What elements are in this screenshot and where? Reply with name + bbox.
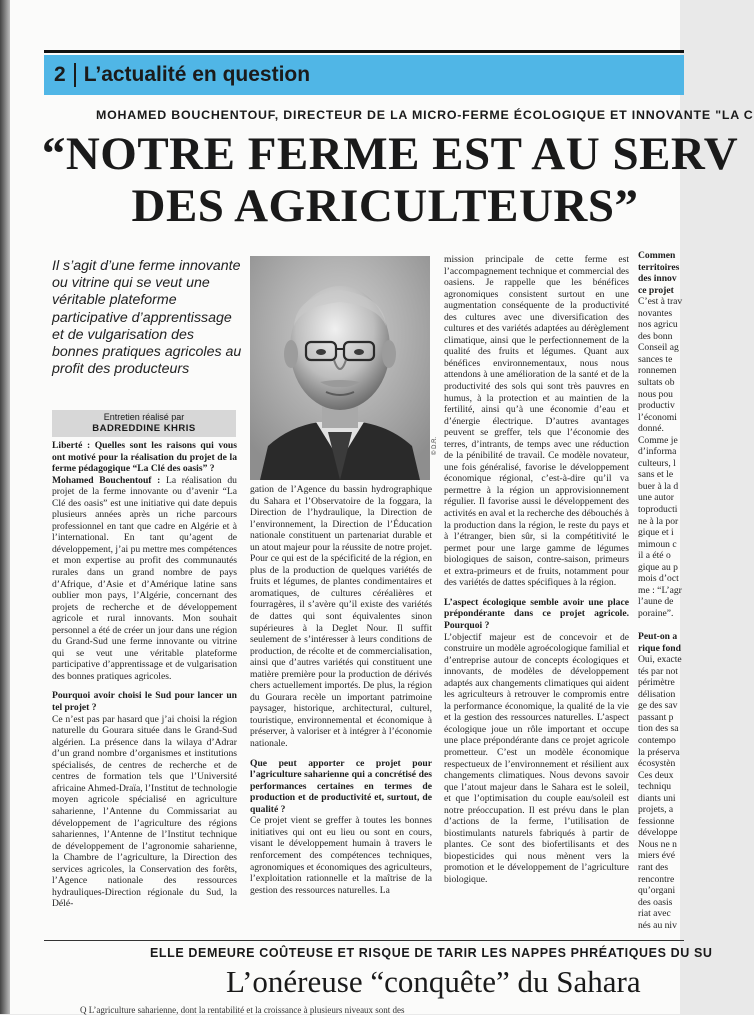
- section-title: L’actualité en question: [83, 63, 311, 86]
- column-3: [444, 254, 629, 934]
- column-4-line: C’est à trav: [638, 296, 683, 308]
- interviewee-speaker: Mohamed Bouchentouf :: [52, 474, 161, 486]
- bottom-rule: [44, 940, 684, 941]
- column-4-line: diants uni: [638, 792, 676, 804]
- column-4-cropped: [638, 250, 698, 940]
- answer-2: Ce n’est pas par hasard que j’ai choisi la région naturelle du Gourara située dans le Grand-Sud algérien. La présence dans la wilaya d’Adrar d’un grand nombre d’organismes et institutions spécialisés, de centres de recherche et de centres de formation tels que l’Université africaine Ahmed-Draïa, l’Institut de technologie moyen agricole spécialisé en agriculture saharienne, l’Antenne du Commissariat au développement de l’agriculture des régions sahariennes, l’Antenne de l’Institut technique de développement de l’agronomie saharienne, la Chambre de l’agriculture, la Direction des services agricoles, la Conservation des forêts, l’Agence nationale des ressources hydrauliques-Direction régionale du Sud, la Délé-: [52, 713, 237, 910]
- question-4: L’aspect écologique semble avoir une place prépondérante dans ce projet agricole. Pourquoi ?: [444, 596, 629, 631]
- column-4-line: ronnemen: [638, 365, 677, 377]
- column-4-line: Oui, exacte: [638, 654, 682, 666]
- column-4-line: d’informa: [638, 446, 677, 458]
- second-article-kicker: ELLE DEMEURE COÛTEUSE ET RISQUE DE TARIR LES NAPPES PHRÉATIQUES DU SU: [150, 946, 713, 960]
- column-4-line: novantes: [638, 307, 673, 319]
- column-4-line: gique au p: [638, 561, 678, 573]
- column-4-line: des oasis: [638, 896, 673, 908]
- column-4-line: qu’organi: [638, 885, 676, 897]
- column-4-line: donné.: [638, 423, 664, 435]
- column-4-line: l’économi: [638, 411, 677, 423]
- second-article-title: L’onéreuse “conquête” du Sahara: [226, 964, 641, 999]
- top-rule: [44, 50, 684, 53]
- column-4-line: Ces deux: [638, 769, 674, 781]
- headline: [0, 128, 740, 232]
- answer-3-continued: mission principale de cette ferme est l’accompagnement technique et commercial des oasiens. Je rappelle que les bénéfices agronomiques consistent surtout en une augmentation conséquente de la productivité des cultures avec une diversification des cultures et des variétés adaptées au dérèglement climatique, ainsi que le perfectionnement de la qualité des fruits et légumes. Quant aux bénéfices environnementaux, nous nous attendons à une amélioration de la santé et de la productivité des sols qui sont très pauvres en humus, à la protection et au maintien de la fertilité, ainsi qu’à une économie d’eau et d’énergie électrique. D’autres avantages peuvent se greffer, tels que l’économie des terres, d’intrants, de temps avec une réduction de la pénibilité de travail. Ce modèle novateur, une fois généralisé, favorise le développement économique régional, c’est-à-dire qu’il va permettre à la région un approvisionnement régulier. Il favorise aussi le développement des activités en aval et la recherche des débouchés à la production dans la région, le reste du pays et à l’étranger, bien sûr, si la compétitivité le permet pour une large gamme de légumes biologiques de saison, contre-saison, primeurs et extra-primeurs et de fruits, notamment pour des variétés de dattes spécifiques à la région.: [444, 254, 629, 589]
- column-4-line: techniqu: [638, 781, 672, 793]
- column-4-line: mimoun c: [638, 538, 677, 550]
- question-1: Liberté : Quelles sont les raisons qui vous ont motivé pour la réalisation du projet de la ferme pédagogique “La Clé des oasis” ?: [52, 440, 237, 475]
- column-4-line: Comme je: [638, 434, 678, 446]
- column-4-line: culteurs, l: [638, 457, 676, 469]
- headline-line-2: DES AGRICULTEURS”: [131, 180, 639, 232]
- question-3: Que peut apporter ce projet pour l’agriculture saharienne qui a concrétisé des performances certaines en termes de production et de productivité et, surtout, de qualité ?: [250, 757, 432, 815]
- column-4-line: poraine”.: [638, 607, 674, 619]
- column-4-line: rique fond: [638, 642, 681, 654]
- column-4-line: sultats ob: [638, 377, 675, 389]
- photo-credit: © D.R.: [432, 436, 438, 455]
- column-4-line: miers évé: [638, 850, 676, 862]
- column-2: [250, 484, 432, 934]
- interviewee-photo: [250, 256, 430, 480]
- column-4-line: ge des sav: [638, 700, 678, 712]
- section-rubric: [44, 55, 684, 95]
- column-4-line: toproducti: [638, 504, 678, 516]
- answer-4: L’objectif majeur est de concevoir et de construire un modèle agroécologique familial et d’entreprise autour de concepts écologiques et innovants, de modèles de développement adaptés aux changements climatiques qui aident les agriculteurs à retrouver le compromis entre la performance économique, la qualité de la vie et la gestion des ressources naturelles. L’aspect écologique joue un rôle important et occupe une place prépondérante dans ce projet agricole prometteur. C’est un modèle économique respectueux de l’environnement et résilient aux changements climatiques. Nous devons savoir que l’atout majeur dans le Sahara est le soleil, et que l’optimisation du couple eau/soleil est notre préoccupation. Il est prévu dans le plan d’actions de la ferme, l’utilisation de biostimulants naturels fabriqués à partir de plantes. Ce sont des biofertilisants et des biopesticides qui nous mènent vers la promotion et le développement de l’agriculture biologique.: [444, 631, 629, 885]
- column-4-line: mois d’oct: [638, 573, 679, 585]
- question-2: Pourquoi avoir choisi le Sud pour lancer un tel projet ?: [52, 690, 237, 714]
- column-4-line: périmètre: [638, 677, 675, 689]
- column-4-line: une autor: [638, 492, 674, 504]
- column-4-line: nés au niv: [638, 919, 677, 931]
- column-4-line: ne à la por: [638, 515, 679, 527]
- column-4-line: écosystèn: [638, 758, 676, 770]
- column-4-line: l’aune de: [638, 596, 674, 608]
- portrait-illustration: [250, 256, 430, 480]
- column-4-line: nos agricu: [638, 319, 678, 331]
- headline-line-1: “NOTRE FERME EST AU SERV: [41, 128, 739, 180]
- answer-1: La réalisation du projet de la ferme innovante ou d’avenir “La Clé des oasis” est une initiative qui date depuis plusieurs années après un riche parcours professionnel en tant que cadre en Algérie et à l’international. En tant qu’agent de développement, j’ai pu mettre mes compétences et mon expertise au profit des communautés rurales dans un grand nombre de pays d’Afrique, d’Asie et d’Amérique latine sans oublier mon pays, l’Algérie, concernant des projets de recherche et de développement agricole et rural innovants. Mon souhait personnel a été de créer un jour dans une région du Grand-Sud une ferme innovante ou vitrine qui se veut une véritable plateforme participative d’apprentissage et de vulgarisation des bonnes pratiques agricoles.: [52, 474, 237, 682]
- column-4-line: me : “L’agr: [638, 584, 682, 596]
- column-4-line: fessionne: [638, 815, 675, 827]
- column-1: [52, 440, 237, 930]
- second-article-text-strip: Q L’agriculture saharienne, dont la rentabilité et la croissance à plusieurs niveaux sont des: [80, 1005, 405, 1015]
- column-4-line: rant des: [638, 861, 669, 873]
- column-4-line: gique et i: [638, 527, 674, 539]
- byline: [52, 410, 236, 437]
- column-4-line: la préserva: [638, 746, 680, 758]
- column-4-line: rencontre: [638, 873, 675, 885]
- column-4-line: tés par not: [638, 665, 678, 677]
- page-number: 2: [54, 63, 66, 86]
- column-4-line: passant p: [638, 711, 674, 723]
- column-4-line: nous pou: [638, 388, 673, 400]
- column-4-line: [638, 620, 698, 632]
- column-4-line: tion des sa: [638, 723, 679, 735]
- byline-label: Entretien réalisé par: [103, 412, 185, 422]
- answer-2-continued: gation de l’Agence du bassin hydrographique du Sahara et l’Observatoire de la foggara, la Direction de l’hydraulique, la Direction de l’environnement, la Direction de l’Éducation nationale constituent un partenariat durable et un atout majeur pour la réussite de notre projet. Pour ce qui est de la spécificité de la région, en plus de la production de quelques variétés de fruits et légumes, de plantes condimentaires et aromatiques, de cultures céréalières et fourragères, il s’avère qu’il existe des variétés de dattes qui sont équivalentes sinon supérieures à la Deglet Nour. Il suffit seulement de s’intéresser à leurs conditions de production, de récolte et de commercialisation, ainsi que d’autres variétés qui constituent une matière première pour la production de dérivés chers actuellement importés. De plus, la région du Gourara recèle un important patrimoine paysager, historique, architectural, culturel, touristique, environnemental et économique à préserver, à valoriser et à intégrer à l’économie nationale.: [250, 484, 432, 750]
- column-4-line: il a été o: [638, 550, 671, 562]
- column-4-line: sans et le: [638, 469, 674, 481]
- column-4-line: sances te: [638, 353, 673, 365]
- answer-3: Ce projet vient se greffer à toutes les bonnes initiatives qui ont eu lieu ou sont en cours, visant le développement humain à travers le renforcement des compétences techniques, agronomiques et économiques des agriculteurs, l’exploitation rationnelle et la maîtrise de la gestion des ressources naturelles. La: [250, 815, 432, 896]
- column-4-line: Commen: [638, 250, 676, 261]
- column-4-line: développe: [638, 827, 678, 839]
- column-4-line: des bonn: [638, 330, 673, 342]
- column-4-line: productiv: [638, 400, 675, 412]
- column-4-line: des innov: [638, 273, 677, 285]
- column-4-line: ce projet: [638, 284, 674, 296]
- rubric-separator: [74, 63, 76, 87]
- column-4-line: buer à la d: [638, 480, 679, 492]
- column-4-line: délisation: [638, 688, 676, 700]
- column-4-line: riat avec: [638, 908, 671, 920]
- column-4-line: Conseil ag: [638, 342, 679, 354]
- column-4-line: territoires: [638, 261, 680, 273]
- column-4-line: projets, a: [638, 804, 674, 816]
- article-kicker: MOHAMED BOUCHENTOUF, DIRECTEUR DE LA MICRO-FERME ÉCOLOGIQUE ET INNOVANTE "LA C: [96, 108, 754, 122]
- column-4-line: contempo: [638, 734, 676, 746]
- byline-author: BADREDDINE KHRIS: [92, 423, 196, 434]
- column-4-line: Nous ne n: [638, 838, 677, 850]
- standfirst: Il s’agit d’une ferme innovante ou vitrine qui se veut une véritable plateforme participative d’apprentissage et de vulgarisation des bonnes pratiques agricoles au profit des producteurs: [52, 258, 242, 378]
- column-4-line: Peut-on a: [638, 631, 678, 643]
